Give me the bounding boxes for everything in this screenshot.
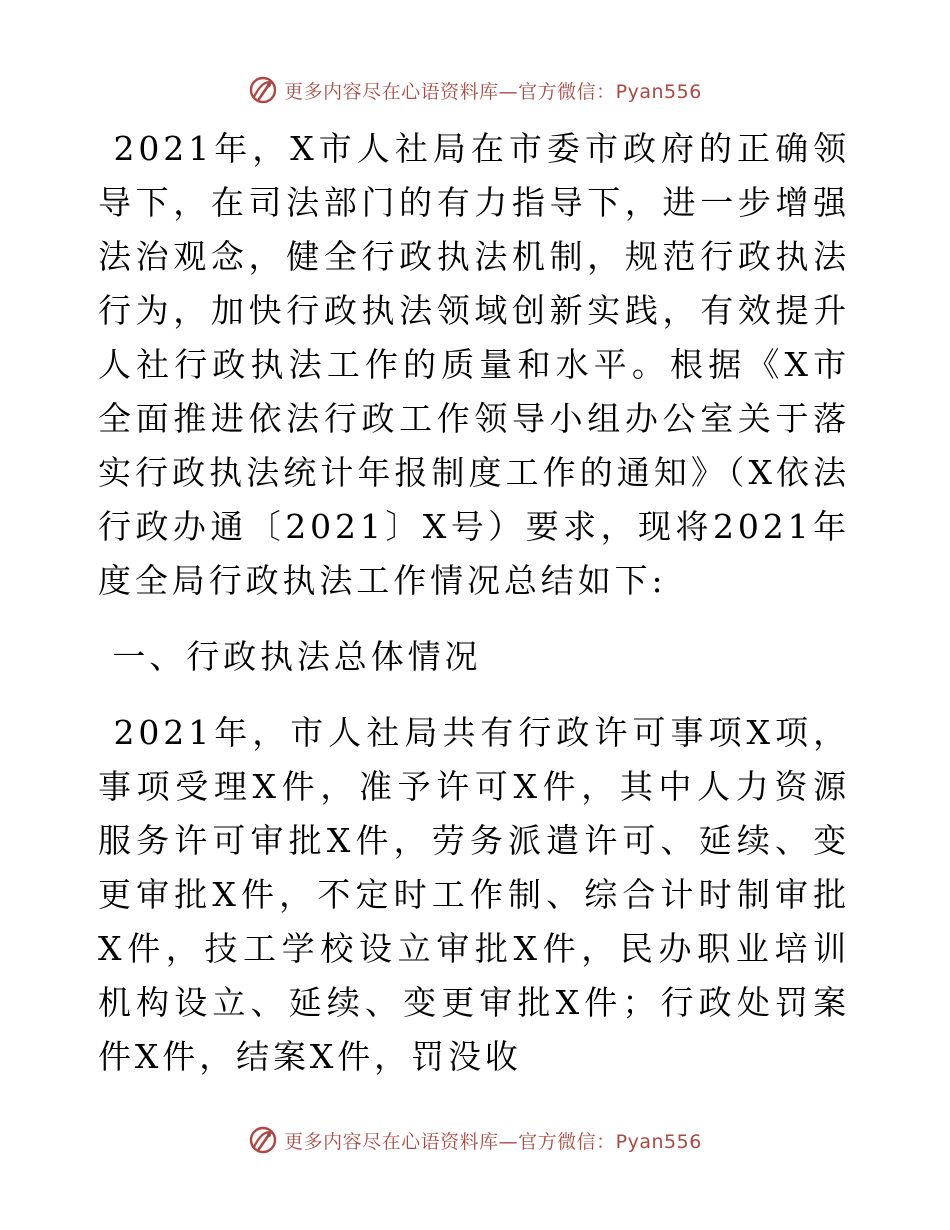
watermark-logo-icon <box>248 1125 278 1155</box>
intro-paragraph: 2021年，X市人社局在市委市政府的正确领导下，在司法部门的有力指导下，进一步增强法治观念，健全行政执法机制，规范行政执法行为，加快行政执法领域创新实践，有效提升人社行政执法工作的质量和水平。根据《X市全面推进依法行政工作领导小组办公室关于落实行政执法统计年报制度工作的通知》（X依法行政办通〔2021〕X号）要求，现将2021年度全局行政执法工作情况总结如下: <box>98 129 850 600</box>
section-paragraph: 2021年，市人社局共有行政许可事项X项，事项受理X件，准予许可X件，其中人力资源服务许可审批X件，劳务派遣许可、延续、变更审批X件，不定时工作制、综合计时制审批X件，技工学校设立审批X件，民办职业培训机构设立、延续、变更审批X件；行政处罚案件X件，结案X件，罚没收 <box>98 713 850 1076</box>
section-heading: 一、行政执法总体情况 <box>98 637 482 676</box>
watermark-text: 更多内容尽在心语资料库—官方微信：Pyan556 <box>284 1130 702 1153</box>
watermark-logo-icon <box>248 75 278 105</box>
watermark-text: 更多内容尽在心语资料库—官方微信：Pyan556 <box>284 80 702 103</box>
document-body <box>98 122 850 1084</box>
watermark-header <box>0 72 950 108</box>
watermark-footer <box>0 1122 950 1158</box>
